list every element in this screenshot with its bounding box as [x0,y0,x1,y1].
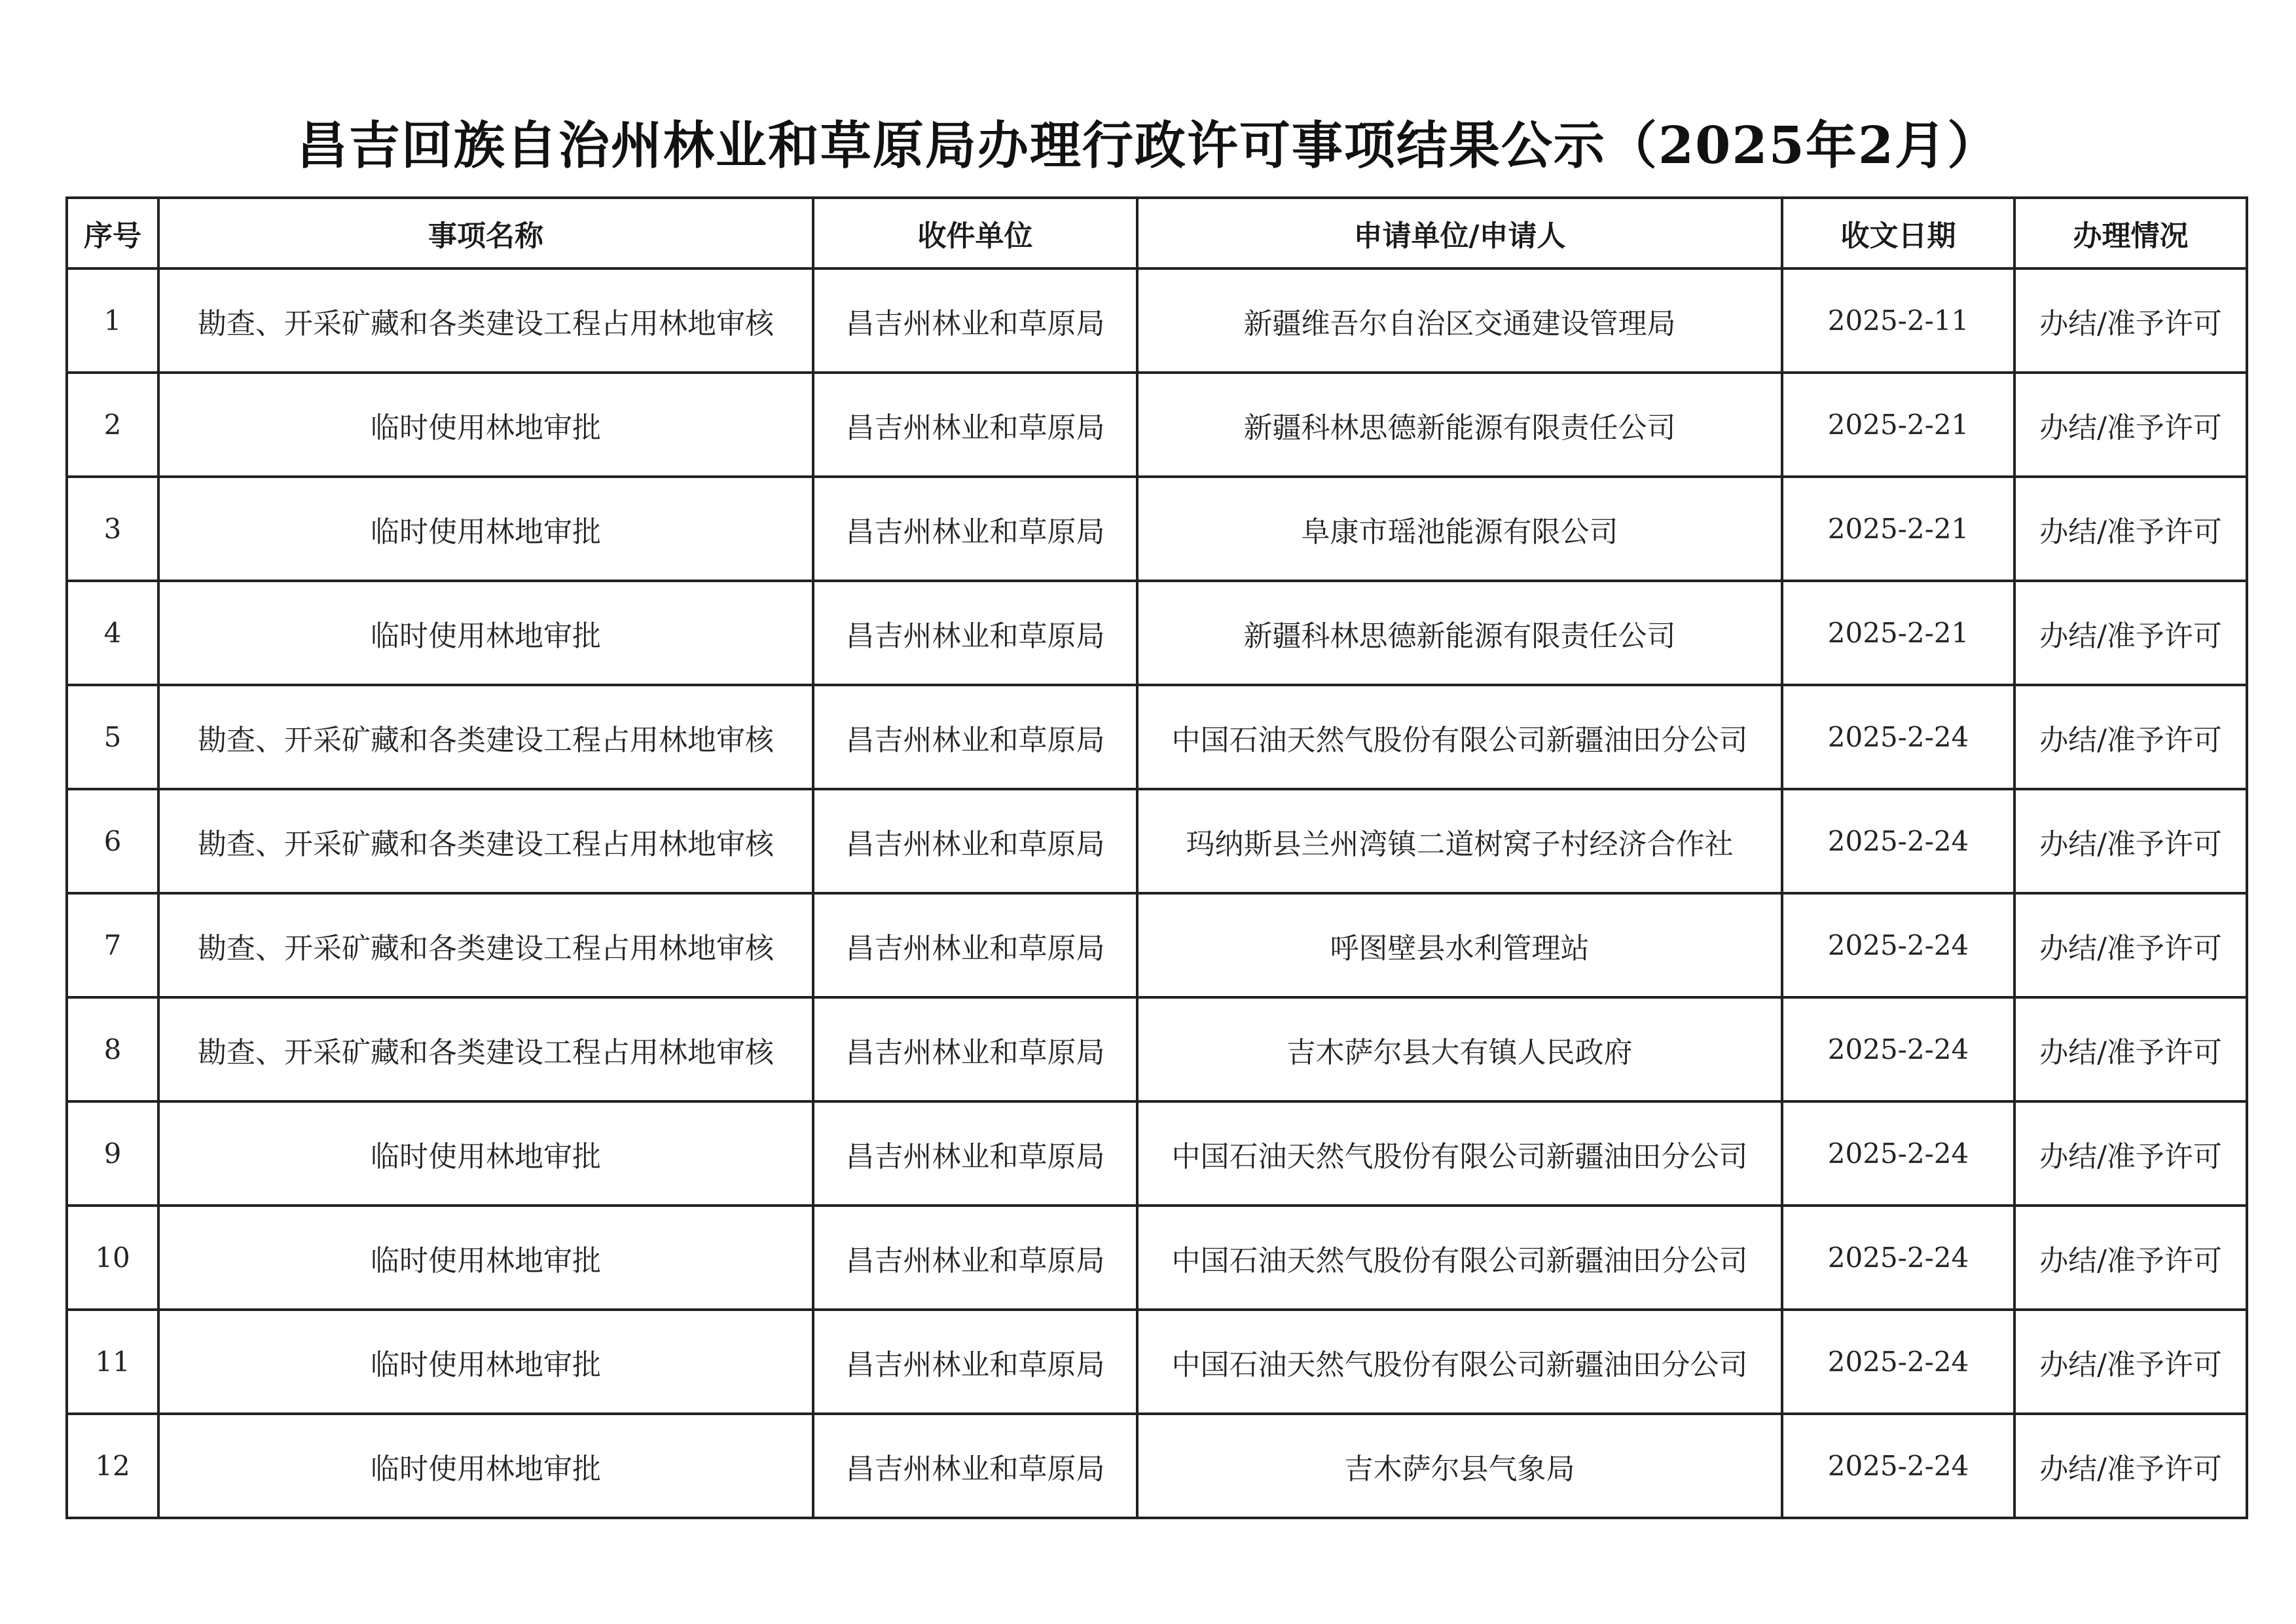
row-receiver: 昌吉州林业和草原局 [813,685,1137,789]
row-receiver: 昌吉州林业和草原局 [813,789,1137,893]
row-date: 2025-2-24 [1782,685,2014,789]
header-date: 收文日期 [1782,198,2014,268]
header-applicant: 申请单位/申请人 [1137,198,1782,268]
permit-results-table [65,196,2248,1519]
row-applicant: 新疆维吾尔自治区交通建设管理局 [1137,268,1782,373]
row-date: 2025-2-21 [1782,477,2014,581]
row-index: 1 [67,268,158,373]
row-applicant: 新疆科林思德新能源有限责任公司 [1137,581,1782,685]
row-index: 3 [67,477,158,581]
row-status: 办结/准予许可 [2014,789,2247,893]
row-date: 2025-2-24 [1782,1414,2014,1518]
table-row [67,997,2247,1101]
table-row [67,789,2247,893]
row-receiver: 昌吉州林业和草原局 [813,1206,1137,1310]
row-status: 办结/准予许可 [2014,1414,2247,1518]
row-index: 4 [67,581,158,685]
row-item: 勘查、开采矿藏和各类建设工程占用林地审核 [158,789,813,893]
row-receiver: 昌吉州林业和草原局 [813,997,1137,1101]
table-body [67,268,2247,1518]
row-status: 办结/准予许可 [2014,477,2247,581]
table-row [67,1310,2247,1414]
row-receiver: 昌吉州林业和草原局 [813,893,1137,997]
table-row [67,685,2247,789]
row-status: 办结/准予许可 [2014,373,2247,477]
row-item: 勘查、开采矿藏和各类建设工程占用林地审核 [158,997,813,1101]
row-applicant: 阜康市瑶池能源有限公司 [1137,477,1782,581]
row-item: 临时使用林地审批 [158,1101,813,1206]
header-status: 办理情况 [2014,198,2247,268]
row-applicant: 玛纳斯县兰州湾镇二道树窝子村经济合作社 [1137,789,1782,893]
table-header-row [67,198,2247,268]
row-index: 6 [67,789,158,893]
row-item: 临时使用林地审批 [158,1414,813,1518]
table-row [67,1414,2247,1518]
table-row [67,581,2247,685]
row-status: 办结/准予许可 [2014,268,2247,373]
row-status: 办结/准予许可 [2014,1206,2247,1310]
row-status: 办结/准予许可 [2014,893,2247,997]
row-date: 2025-2-11 [1782,268,2014,373]
row-item: 临时使用林地审批 [158,1206,813,1310]
row-date: 2025-2-21 [1782,373,2014,477]
row-date: 2025-2-21 [1782,581,2014,685]
row-item: 勘查、开采矿藏和各类建设工程占用林地审核 [158,893,813,997]
row-applicant: 中国石油天然气股份有限公司新疆油田分公司 [1137,1310,1782,1414]
row-item: 临时使用林地审批 [158,1310,813,1414]
row-index: 5 [67,685,158,789]
permit-results-table-container [65,196,2246,1519]
header-receiver: 收件单位 [813,198,1137,268]
row-index: 8 [67,997,158,1101]
row-item: 勘查、开采矿藏和各类建设工程占用林地审核 [158,268,813,373]
table-row [67,268,2247,373]
row-receiver: 昌吉州林业和草原局 [813,581,1137,685]
row-date: 2025-2-24 [1782,893,2014,997]
row-date: 2025-2-24 [1782,1101,2014,1206]
header-item: 事项名称 [158,198,813,268]
row-applicant: 中国石油天然气股份有限公司新疆油田分公司 [1137,1101,1782,1206]
row-status: 办结/准予许可 [2014,685,2247,789]
row-item: 临时使用林地审批 [158,373,813,477]
table-row [67,1206,2247,1310]
row-date: 2025-2-24 [1782,997,2014,1101]
row-status: 办结/准予许可 [2014,581,2247,685]
table-row [67,893,2247,997]
row-date: 2025-2-24 [1782,789,2014,893]
row-item: 临时使用林地审批 [158,581,813,685]
table-row [67,477,2247,581]
row-applicant: 呼图壁县水利管理站 [1137,893,1782,997]
row-index: 9 [67,1101,158,1206]
row-item: 临时使用林地审批 [158,477,813,581]
row-applicant: 吉木萨尔县大有镇人民政府 [1137,997,1782,1101]
row-receiver: 昌吉州林业和草原局 [813,1310,1137,1414]
row-applicant: 中国石油天然气股份有限公司新疆油田分公司 [1137,685,1782,789]
row-index: 12 [67,1414,158,1518]
row-receiver: 昌吉州林业和草原局 [813,477,1137,581]
header-index: 序号 [67,198,158,268]
row-index: 10 [67,1206,158,1310]
row-status: 办结/准予许可 [2014,997,2247,1101]
row-index: 7 [67,893,158,997]
row-status: 办结/准予许可 [2014,1310,2247,1414]
row-receiver: 昌吉州林业和草原局 [813,373,1137,477]
row-receiver: 昌吉州林业和草原局 [813,268,1137,373]
row-applicant: 新疆科林思德新能源有限责任公司 [1137,373,1782,477]
table-row [67,373,2247,477]
row-applicant: 中国石油天然气股份有限公司新疆油田分公司 [1137,1206,1782,1310]
row-receiver: 昌吉州林业和草原局 [813,1101,1137,1206]
table-row [67,1101,2247,1206]
row-status: 办结/准予许可 [2014,1101,2247,1206]
row-item: 勘查、开采矿藏和各类建设工程占用林地审核 [158,685,813,789]
row-date: 2025-2-24 [1782,1310,2014,1414]
row-applicant: 吉木萨尔县气象局 [1137,1414,1782,1518]
page-title: 昌吉回族自治州林业和草原局办理行政许可事项结果公示（2025年2月） [296,116,2000,175]
row-index: 2 [67,373,158,477]
row-receiver: 昌吉州林业和草原局 [813,1414,1137,1518]
row-date: 2025-2-24 [1782,1206,2014,1310]
row-index: 11 [67,1310,158,1414]
